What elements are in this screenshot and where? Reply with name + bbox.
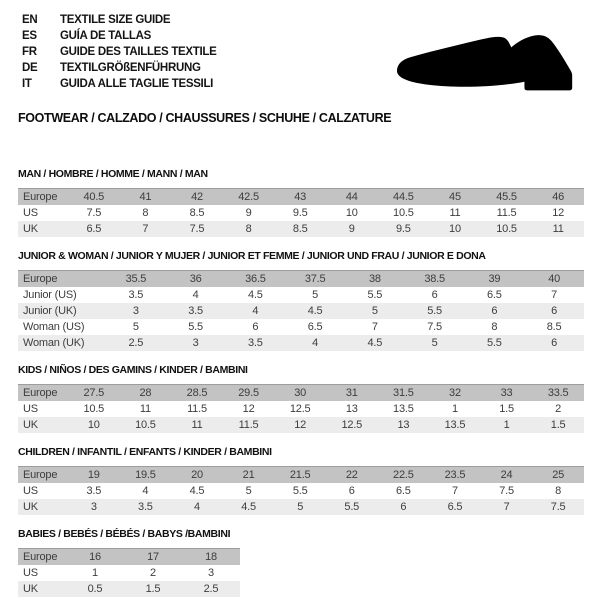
size-value-cell: 4 <box>312 337 319 349</box>
size-tables-container <box>18 168 584 610</box>
size-value-cell: 9 <box>245 207 252 219</box>
size-value-cell: 5.5 <box>487 337 502 349</box>
size-value-cell: 3.5 <box>86 485 102 497</box>
size-value-cell: 29.5 <box>238 387 259 399</box>
row-label: Junior (US) <box>23 289 77 301</box>
size-value-cell: 6 <box>400 501 407 513</box>
table-row <box>18 303 584 319</box>
size-value-cell: 30 <box>294 387 307 399</box>
size-value-cell: 19 <box>87 469 100 481</box>
row-label: Junior (UK) <box>23 305 77 317</box>
size-value-cell: 8 <box>245 223 252 235</box>
size-value-cell: 40.5 <box>83 191 105 203</box>
table-header-row <box>18 188 584 205</box>
size-value-cell: 7 <box>503 501 510 513</box>
size-value-cell: 7.5 <box>189 223 205 235</box>
language-row <box>22 76 217 92</box>
size-value-cell: 13.5 <box>393 403 414 415</box>
size-value-cell: 10 <box>87 419 100 431</box>
size-value-cell: 11 <box>191 419 203 431</box>
size-value-cell: 5 <box>245 485 252 497</box>
size-value-cell: 45.5 <box>496 191 517 203</box>
row-label: US <box>23 485 38 497</box>
size-value-cell: 4.5 <box>248 289 263 301</box>
language-label: TEXTILGRÖßENFÜHRUNG <box>60 62 201 74</box>
size-value-cell: 3 <box>208 567 214 579</box>
size-value-cell: 5 <box>297 501 304 513</box>
row-label: Europe <box>23 469 58 481</box>
size-value-cell: 12 <box>242 403 255 415</box>
table-row <box>18 483 584 499</box>
table-row <box>18 221 584 237</box>
size-value-cell: 7.5 <box>86 207 102 219</box>
size-value-cell: 7 <box>371 321 378 333</box>
row-label: Europe <box>23 273 58 285</box>
language-list <box>22 12 217 92</box>
size-value-cell: 3.5 <box>248 337 263 349</box>
size-value-cell: 36 <box>189 273 202 285</box>
size-value-cell: 21 <box>242 469 255 481</box>
size-value-cell: 10.5 <box>496 223 517 235</box>
size-value-cell: 3 <box>90 501 97 513</box>
language-label: GUIDA ALLE TAGLIE TESSILI <box>60 78 214 90</box>
size-value-cell: 4 <box>192 289 199 301</box>
table-row <box>18 287 584 303</box>
table-header-row <box>18 466 584 483</box>
size-table-block <box>18 250 584 351</box>
size-value-cell: 21.5 <box>289 469 311 481</box>
row-label: UK <box>23 223 38 235</box>
size-value-cell: 1.5 <box>499 403 514 415</box>
language-code: ES <box>22 30 37 42</box>
table-row <box>18 401 584 417</box>
size-value-cell: 5 <box>371 305 378 317</box>
size-value-cell: 10.5 <box>135 419 156 431</box>
size-value-cell: 9.5 <box>292 207 308 219</box>
table-row <box>18 565 240 581</box>
size-value-cell: 35.5 <box>125 273 147 285</box>
size-value-cell: 8 <box>142 207 149 219</box>
row-label: Europe <box>23 191 58 203</box>
language-code: DE <box>22 62 38 74</box>
row-label: Europe <box>23 551 58 563</box>
size-value-cell: 40 <box>548 273 561 285</box>
size-value-cell: 16 <box>89 551 101 563</box>
size-value-cell: 27.5 <box>83 387 105 399</box>
size-value-cell: 6.5 <box>447 501 463 513</box>
table-header-row <box>18 270 584 287</box>
size-value-cell: 41 <box>139 191 152 203</box>
size-value-cell: 11.5 <box>496 207 517 219</box>
language-code: FR <box>22 46 37 58</box>
language-label: GUIDE DES TAILLES TEXTILE <box>60 46 217 58</box>
size-value-cell: 7 <box>551 289 558 301</box>
size-value-cell: 13.5 <box>444 419 466 431</box>
size-value-cell: 22.5 <box>393 469 414 481</box>
size-value-cell: 10.5 <box>83 403 105 415</box>
size-table <box>18 466 584 515</box>
size-value-cell: 39 <box>488 273 501 285</box>
size-table <box>18 384 584 433</box>
table-header-row <box>18 548 240 565</box>
language-row <box>22 12 217 28</box>
size-value-cell: 11.5 <box>187 403 207 415</box>
language-code: EN <box>22 14 38 26</box>
size-value-cell: 6.5 <box>307 321 323 333</box>
size-value-cell: 6 <box>431 289 438 301</box>
size-value-cell: 4 <box>252 305 259 317</box>
size-value-cell: 28 <box>139 387 152 399</box>
size-value-cell: 3.5 <box>128 289 144 301</box>
size-value-cell: 42.5 <box>238 191 259 203</box>
size-value-cell: 8 <box>491 321 498 333</box>
size-value-cell: 8.5 <box>189 207 205 219</box>
size-value-cell: 5.5 <box>292 485 308 497</box>
size-value-cell: 2.5 <box>203 583 219 595</box>
size-value-cell: 10 <box>345 207 358 219</box>
size-table-block <box>18 446 584 515</box>
size-value-cell: 3 <box>192 337 199 349</box>
table-row <box>18 335 584 351</box>
row-label: US <box>23 567 38 579</box>
table-row <box>18 319 584 335</box>
row-label: UK <box>23 419 38 431</box>
table-title: MAN / HOMBRE / HOMME / MANN / MAN <box>18 168 208 180</box>
size-value-cell: 3 <box>132 305 139 317</box>
size-value-cell: 31.5 <box>393 387 414 399</box>
table-row <box>18 417 584 433</box>
size-value-cell: 5.5 <box>188 321 203 333</box>
size-value-cell: 8.5 <box>546 321 562 333</box>
size-value-cell: 7 <box>142 223 149 235</box>
size-table <box>18 270 584 351</box>
row-label: Woman (US) <box>23 321 85 333</box>
size-value-cell: 6 <box>252 321 259 333</box>
size-value-cell: 1 <box>503 419 510 431</box>
size-value-cell: 6.5 <box>487 289 502 301</box>
size-value-cell: 4.5 <box>307 305 323 317</box>
table-row <box>18 499 584 515</box>
size-value-cell: 4.5 <box>241 501 256 513</box>
size-table <box>18 548 240 597</box>
size-value-cell: 2 <box>150 567 156 579</box>
size-table <box>18 188 584 237</box>
size-value-cell: 36.5 <box>245 273 266 285</box>
size-value-cell: 1.5 <box>550 419 566 431</box>
size-value-cell: 11 <box>449 207 461 219</box>
size-value-cell: 12.5 <box>341 419 363 431</box>
size-value-cell: 2.5 <box>128 337 144 349</box>
table-title: CHILDREN / INFANTIL / ENFANTS / KINDER / BAMBINI <box>18 446 272 458</box>
category-heading: FOOTWEAR / CALZADO / CHAUSSURES / SCHUHE / CALZATURE <box>18 111 392 125</box>
size-value-cell: 7.5 <box>499 485 514 497</box>
size-value-cell: 24 <box>500 469 513 481</box>
size-value-cell: 11 <box>139 403 151 415</box>
size-value-cell: 19.5 <box>135 469 156 481</box>
size-value-cell: 32 <box>449 387 461 399</box>
size-value-cell: 25 <box>552 469 565 481</box>
language-label: GUÍA DE TALLAS <box>60 30 151 42</box>
size-value-cell: 6.5 <box>396 485 411 497</box>
size-value-cell: 9.5 <box>396 223 411 235</box>
size-value-cell: 33.5 <box>547 387 569 399</box>
size-value-cell: 13 <box>397 419 410 431</box>
size-value-cell: 4 <box>194 501 200 513</box>
size-value-cell: 0.5 <box>87 583 103 595</box>
size-value-cell: 12.5 <box>289 403 311 415</box>
size-value-cell: 46 <box>552 191 565 203</box>
size-value-cell: 38 <box>368 273 381 285</box>
row-label: UK <box>23 583 38 595</box>
size-value-cell: 12 <box>552 207 565 219</box>
size-value-cell: 6 <box>551 305 558 317</box>
size-value-cell: 10.5 <box>393 207 414 219</box>
row-label: US <box>23 207 38 219</box>
language-row <box>22 60 217 76</box>
size-value-cell: 22 <box>345 469 358 481</box>
table-row <box>18 205 584 221</box>
size-value-cell: 28.5 <box>186 387 208 399</box>
size-value-cell: 5 <box>312 289 319 301</box>
size-value-cell: 7.5 <box>427 321 442 333</box>
size-value-cell: 33 <box>500 387 513 399</box>
row-label: UK <box>23 501 38 513</box>
size-value-cell: 13 <box>345 403 358 415</box>
size-value-cell: 38.5 <box>424 273 445 285</box>
size-value-cell: 5.5 <box>427 305 442 317</box>
size-value-cell: 10 <box>449 223 461 235</box>
size-value-cell: 7.5 <box>550 501 566 513</box>
size-value-cell: 44.5 <box>393 191 414 203</box>
size-value-cell: 12 <box>294 419 307 431</box>
size-value-cell: 4 <box>142 485 149 497</box>
size-value-cell: 44 <box>345 191 358 203</box>
size-value-cell: 3.5 <box>188 305 203 317</box>
size-value-cell: 6.5 <box>86 223 102 235</box>
size-value-cell: 31 <box>345 387 358 399</box>
size-value-cell: 2 <box>555 403 562 415</box>
size-value-cell: 8 <box>555 485 562 497</box>
size-value-cell: 1.5 <box>145 583 161 595</box>
size-value-cell: 42 <box>191 191 203 203</box>
size-value-cell: 11.5 <box>238 419 259 431</box>
size-value-cell: 23.5 <box>444 469 466 481</box>
size-value-cell: 4.5 <box>189 485 205 497</box>
size-value-cell: 6 <box>551 337 558 349</box>
language-code: IT <box>22 78 32 90</box>
size-value-cell: 20 <box>191 469 203 481</box>
table-title: JUNIOR & WOMAN / JUNIOR Y MUJER / JUNIOR ET FEMME / JUNIOR UND FRAU / JUNIOR E DONA <box>18 250 486 262</box>
language-label: TEXTILE SIZE GUIDE <box>60 14 171 26</box>
size-value-cell: 1 <box>92 567 98 579</box>
size-value-cell: 5 <box>132 321 139 333</box>
table-title: BABIES / BEBÉS / BÉBÉS / BABYS /BAMBINI <box>18 528 231 540</box>
size-value-cell: 7 <box>451 485 458 497</box>
size-value-cell: 5.5 <box>344 501 360 513</box>
size-value-cell: 6 <box>348 485 355 497</box>
size-value-cell: 45 <box>449 191 461 203</box>
table-header-row <box>18 384 584 401</box>
size-value-cell: 9 <box>348 223 355 235</box>
row-label: US <box>23 403 38 415</box>
size-value-cell: 5.5 <box>367 289 383 301</box>
size-value-cell: 6 <box>491 305 498 317</box>
size-table-block <box>18 528 584 597</box>
size-value-cell: 11 <box>552 223 564 235</box>
size-value-cell: 17 <box>147 551 159 563</box>
size-value-cell: 4.5 <box>367 337 383 349</box>
size-value-cell: 37.5 <box>304 273 326 285</box>
row-label: Woman (UK) <box>23 337 85 349</box>
size-value-cell: 8.5 <box>292 223 308 235</box>
table-title: KIDS / NIÑOS / DES GAMINS / KINDER / BAMBINI <box>18 364 248 376</box>
size-value-cell: 5 <box>431 337 438 349</box>
size-value-cell: 18 <box>205 551 217 563</box>
size-value-cell: 3.5 <box>138 501 153 513</box>
language-row <box>22 28 217 44</box>
row-label: Europe <box>23 387 58 399</box>
size-value-cell: 43 <box>294 191 307 203</box>
language-row <box>22 44 217 60</box>
table-row <box>18 581 240 597</box>
size-table-block <box>18 168 584 237</box>
size-value-cell: 1 <box>451 403 458 415</box>
dress-shoe-icon <box>396 30 574 94</box>
size-table-block <box>18 364 584 433</box>
